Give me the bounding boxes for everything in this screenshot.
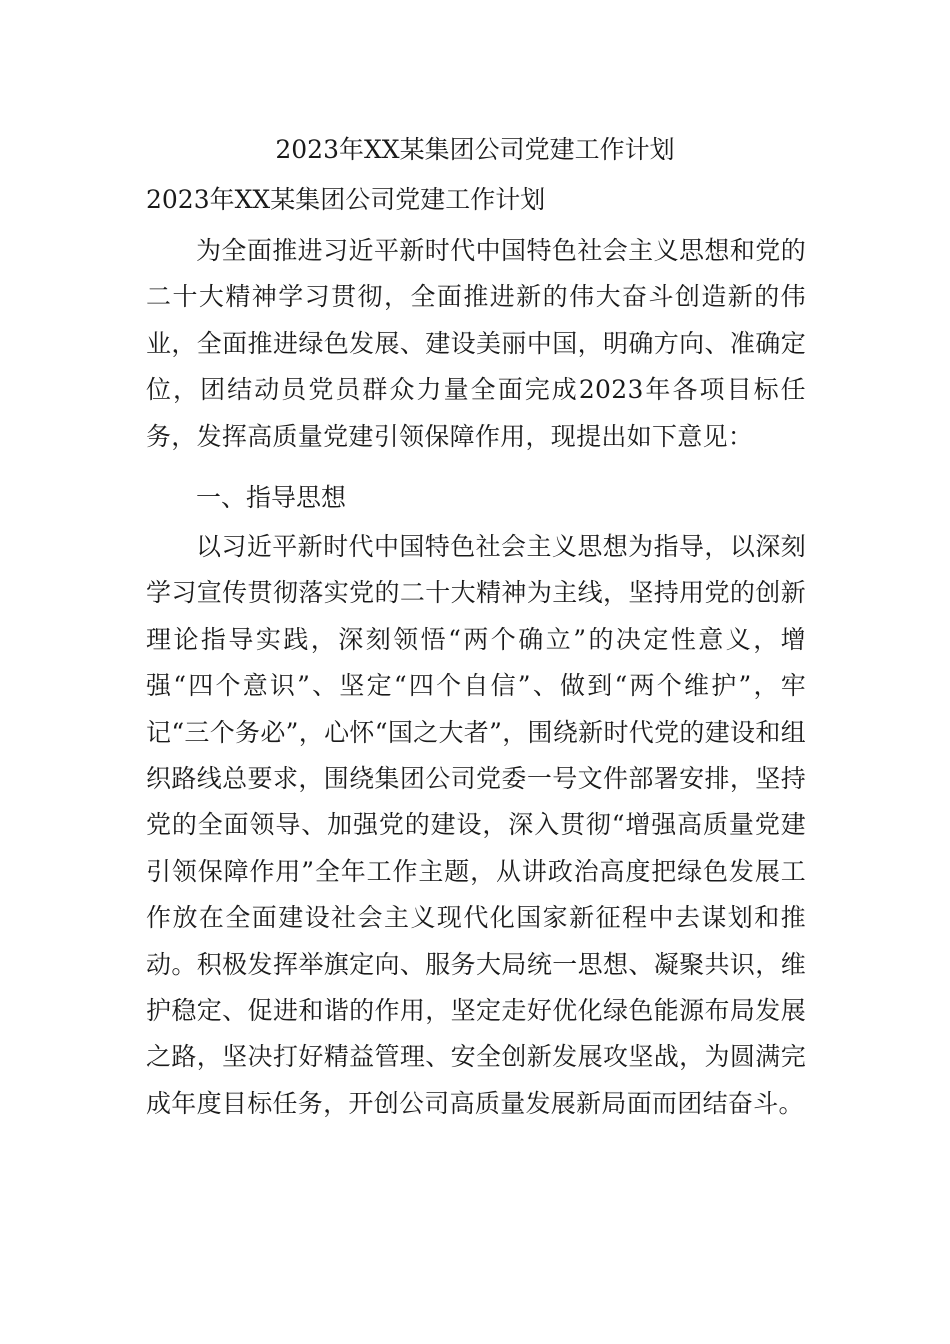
document-subtitle: 2023年XX某集团公司党建工作计划: [146, 185, 546, 214]
intro-paragraph: 为全面推进习近平新时代中国特色社会主义思想和党的二十大精神学习贯彻，全面推进新的伟大奋斗创造新的伟业，全面推进绿色发展、建设美丽中国，明确方向、准确定位，团结动员党员群众力量全面完成2023年各项目标任务，发挥高质量党建引领保障作用，现提出如下意见：: [146, 236, 806, 451]
guiding-ideology-paragraph: 以习近平新时代中国特色社会主义思想为指导，以深刻学习宣传贯彻落实党的二十大精神为主线，坚持用党的创新理论指导实践，深刻领悟“两个确立”的决定性意义，增强“四个意识”、坚定“四个自信”、做到“两个维护”，牢记“三个务必”，心怀“国之大者”，围绕新时代党的建设和组织路线总要求，围绕集团公司党委一号文件部署安排，坚持党的全面领导、加强党的建设，深入贯彻“增强高质量党建引领保障作用”全年工作主题，从讲政治高度把绿色发展工作放在全面建设社会主义现代化国家新征程中去谋划和推动。积极发挥举旗定向、服务大局统一思想、凝聚共识，维护稳定、促进和谐的作用，坚定走好优化绿色能源布局发展之路，坚决打好精益管理、安全创新发展攻坚战，为圆满完成年度目标任务，开创公司高质量发展新局面而团结奋斗。: [146, 532, 806, 1118]
document-title: 2023年XX某集团公司党建工作计划: [275, 135, 675, 164]
section-heading-guiding-ideology: 一、指导思想: [196, 483, 347, 512]
